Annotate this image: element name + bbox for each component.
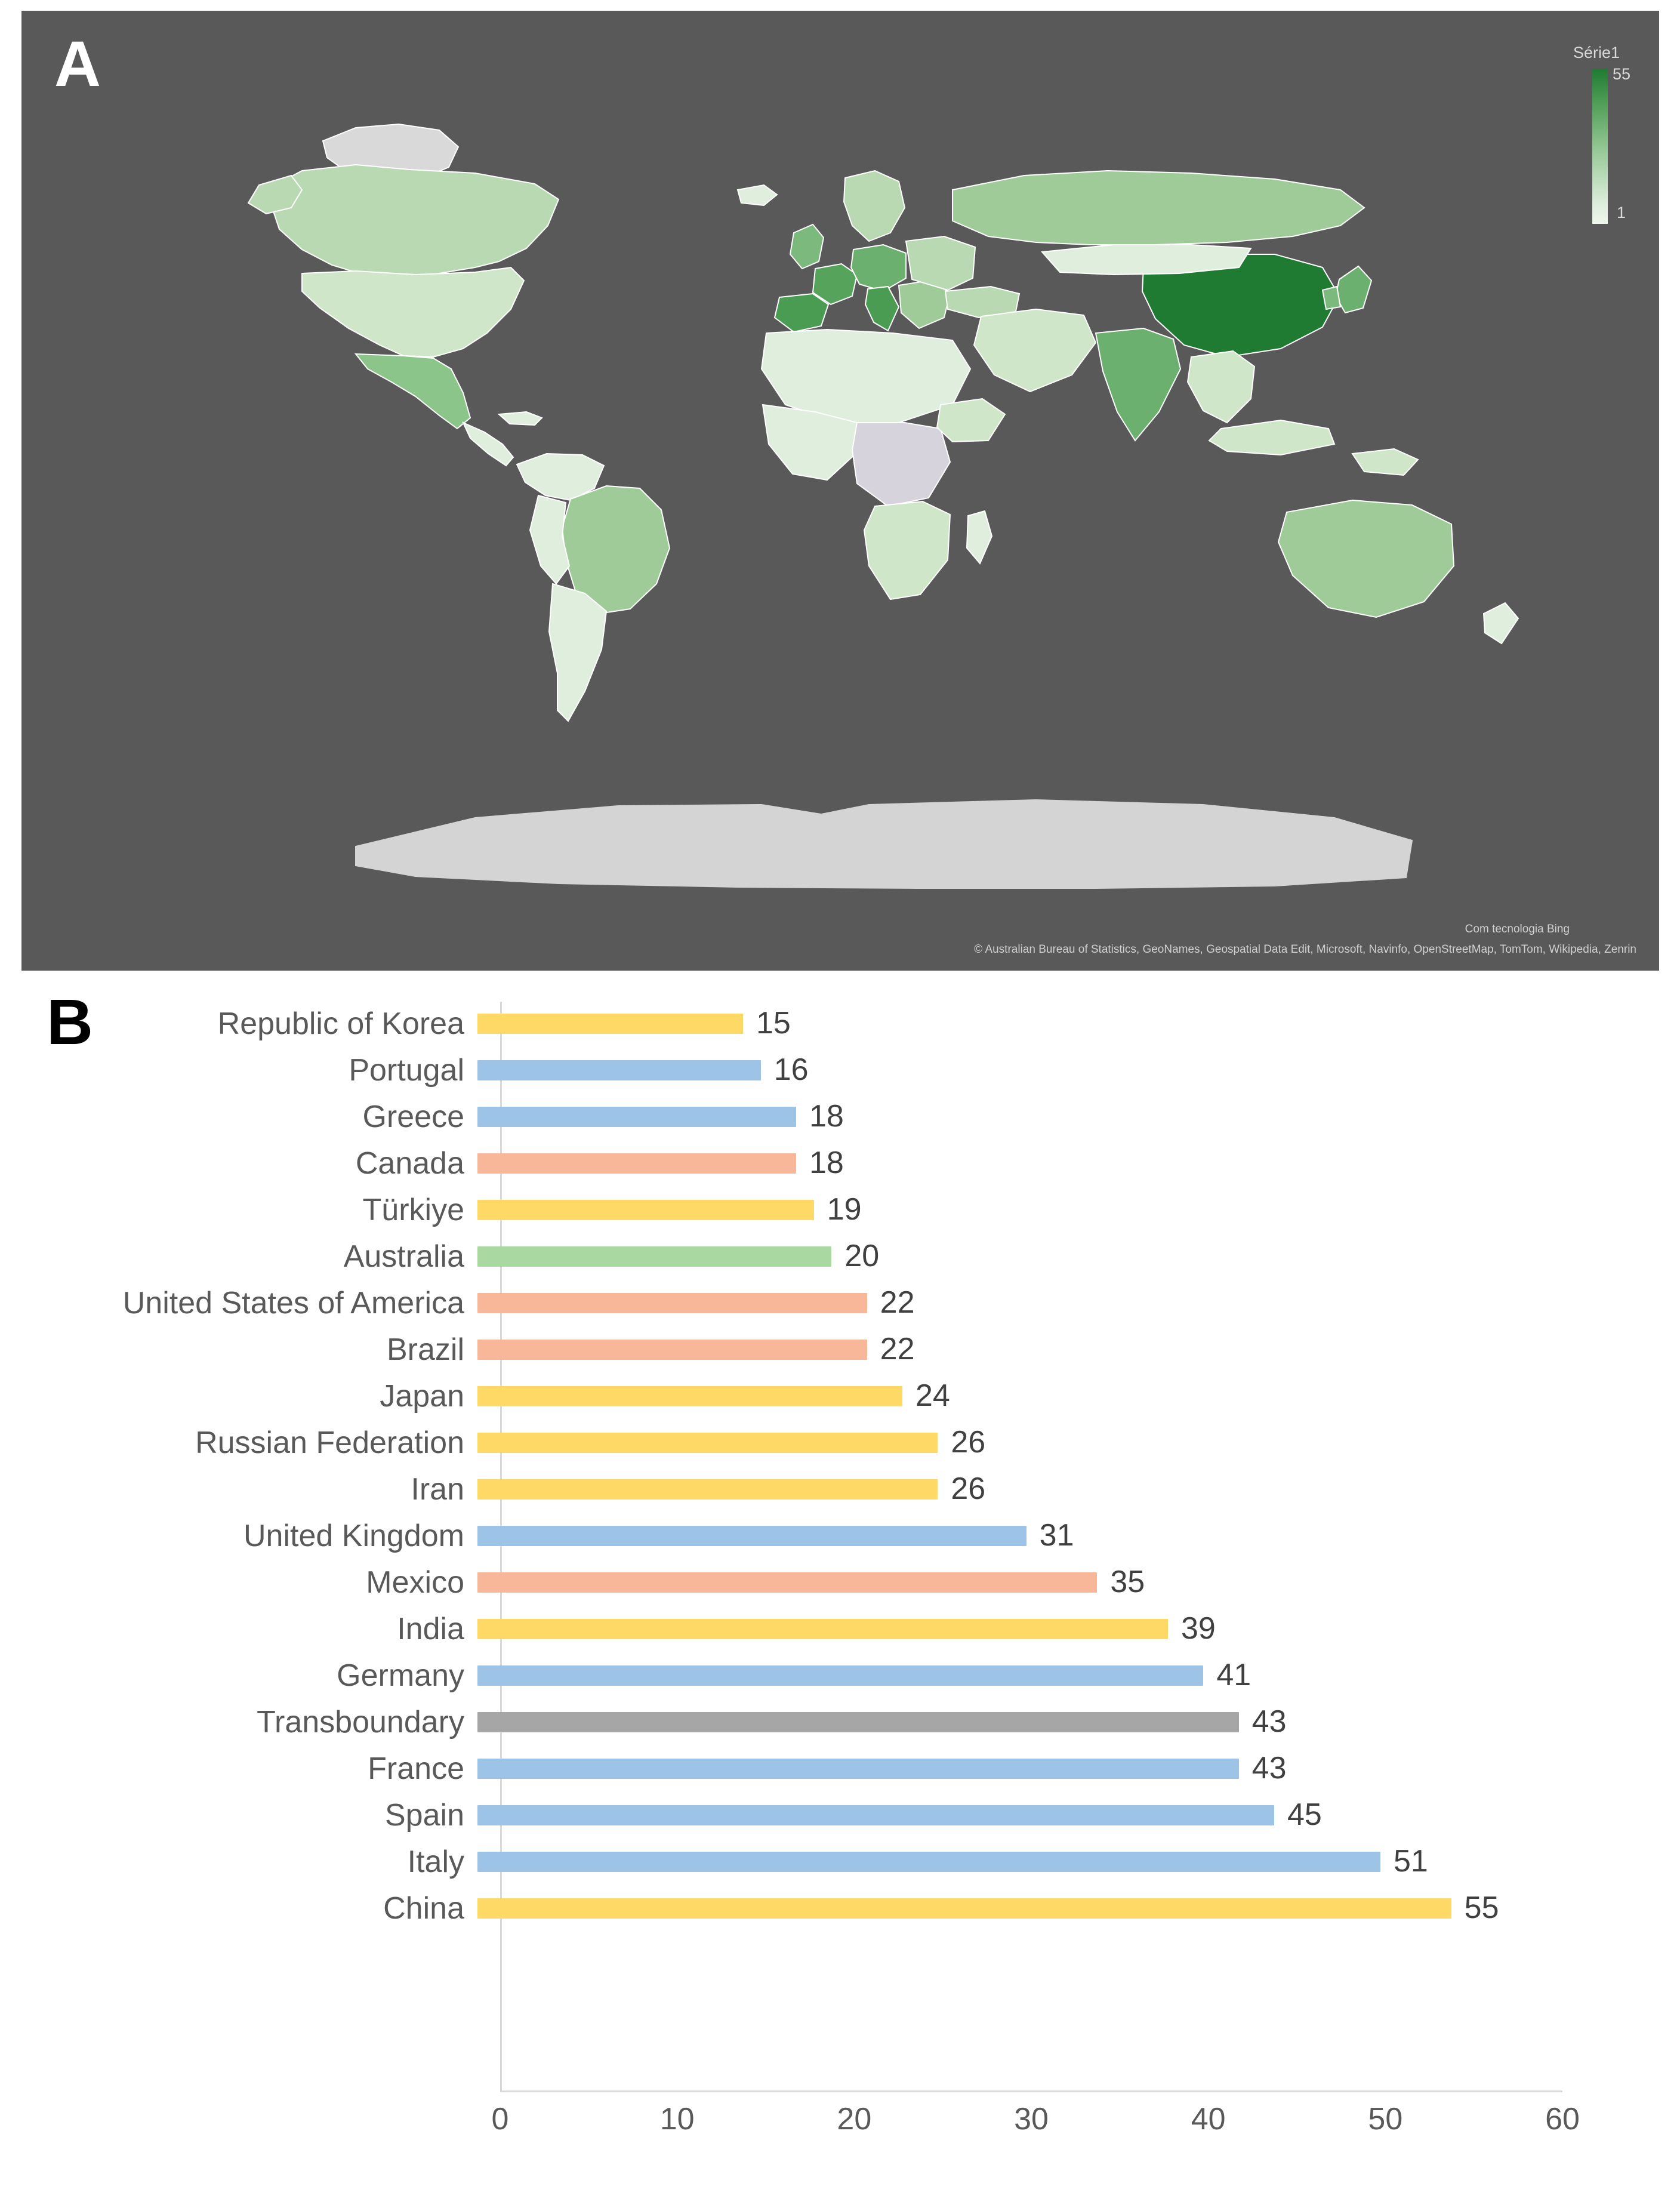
country-argentina-chile	[549, 584, 606, 721]
bar-row	[0, 1000, 1680, 1047]
country-southeast-asia	[1188, 351, 1254, 423]
bar	[477, 1293, 867, 1313]
bar-row	[0, 1140, 1680, 1187]
axis-tick-label: 50	[1368, 2102, 1403, 2136]
country-australia	[1278, 500, 1454, 617]
bar-track	[477, 1699, 1680, 1745]
bar-category-label: Türkiye	[362, 1193, 464, 1227]
bar-chart-plot-area	[0, 979, 1680, 2095]
bar	[477, 1153, 796, 1174]
bar-value-label: 43	[1251, 1704, 1287, 1739]
bar	[477, 1572, 1097, 1593]
country-uk-ireland	[790, 224, 824, 269]
bar	[477, 1014, 743, 1034]
bar-category-label: Germany	[337, 1658, 464, 1693]
bar-value-label: 16	[773, 1052, 809, 1087]
bar-track	[477, 1839, 1680, 1885]
bar-row	[0, 1559, 1680, 1606]
world-choropleth-map	[21, 11, 1659, 971]
bar-value-label: 31	[1039, 1518, 1074, 1553]
bar-track	[477, 1745, 1680, 1792]
axis-tick-label: 40	[1191, 2102, 1226, 2136]
bar	[477, 1107, 796, 1127]
bar-value-label: 19	[827, 1192, 862, 1227]
bar	[477, 1433, 938, 1453]
country-scandinavia	[844, 171, 905, 241]
bar-category-label: Mexico	[366, 1565, 464, 1600]
bar-category-label: Republic of Korea	[217, 1006, 464, 1041]
axis-tick-label: 10	[659, 2102, 695, 2136]
country-antarctica	[356, 800, 1412, 888]
country-southern-africa	[864, 501, 950, 599]
bar	[477, 1340, 867, 1360]
bar-value-label: 55	[1464, 1891, 1499, 1925]
bar-track	[477, 1466, 1680, 1513]
bar	[477, 1526, 1027, 1546]
bar-track	[477, 1280, 1680, 1326]
country-mexico	[356, 354, 470, 429]
bar	[477, 1619, 1168, 1639]
bar-row	[0, 1745, 1680, 1792]
map-legend	[1559, 44, 1636, 235]
bar-category-label: Spain	[385, 1798, 464, 1833]
bar-row	[0, 1606, 1680, 1652]
bar-track	[477, 1559, 1680, 1606]
bar-value-label: 15	[756, 1006, 791, 1040]
bar-category-label: United States of America	[122, 1286, 464, 1320]
map-attribution-sources: © Australian Bureau of Statistics, GeoNames, Geospatial Data Edit, Microsoft, Navinfo, OpenStreetMap, TomTom, Wikipedia, Zenrin	[974, 943, 1636, 956]
legend-title: Série1	[1573, 44, 1620, 61]
panel-a-label: A	[54, 27, 101, 100]
bar-row	[0, 1326, 1680, 1373]
panel-b-label: B	[47, 986, 93, 1058]
bar-row	[0, 1373, 1680, 1420]
bar-category-label: India	[397, 1612, 464, 1646]
bar-row	[0, 1094, 1680, 1140]
bar-track	[477, 1513, 1680, 1559]
bar-track	[477, 1792, 1680, 1839]
bar-track	[477, 1140, 1680, 1187]
bar-row	[0, 1280, 1680, 1326]
bar-row	[0, 1792, 1680, 1839]
bar	[477, 1479, 938, 1500]
legend-max-value: 55	[1612, 65, 1630, 83]
bar-track	[477, 1047, 1680, 1094]
country-iceland	[738, 185, 777, 205]
bar-value-label: 22	[880, 1285, 915, 1320]
bar-row	[0, 1839, 1680, 1885]
bar	[477, 1759, 1239, 1779]
bar	[477, 1852, 1380, 1872]
bar-value-label: 18	[809, 1146, 844, 1180]
country-korea	[1323, 287, 1340, 309]
country-united-states	[302, 267, 524, 357]
country-russian-federation	[952, 171, 1364, 245]
bar	[477, 1060, 761, 1080]
axis-tick-label: 0	[491, 2102, 509, 2136]
bar-value-label: 45	[1287, 1797, 1322, 1832]
bar-track	[477, 1606, 1680, 1652]
legend-color-scale	[1592, 69, 1608, 224]
bar-value-label: 18	[809, 1099, 844, 1134]
bar-row	[0, 1047, 1680, 1094]
bar-category-label: France	[368, 1751, 464, 1786]
country-central-america	[463, 423, 513, 466]
axis-tick-label: 60	[1545, 2102, 1580, 2136]
bar-chart-panel	[0, 979, 1680, 2179]
bar-track	[477, 1885, 1680, 1932]
bar-track	[477, 1233, 1680, 1280]
bar-value-label: 20	[844, 1239, 880, 1273]
bar-category-label: Russian Federation	[195, 1425, 464, 1460]
bar-track	[477, 1420, 1680, 1466]
bar-category-label: Japan	[380, 1379, 464, 1414]
bar-value-label: 35	[1110, 1565, 1145, 1599]
bar	[477, 1386, 902, 1406]
country-caribbean	[499, 412, 542, 425]
country-iran-arabia	[974, 309, 1096, 392]
axis-tick-label: 20	[837, 2102, 872, 2136]
bar-category-label: Canada	[355, 1146, 464, 1181]
bar-value-label: 26	[951, 1425, 986, 1460]
bar-row	[0, 1699, 1680, 1745]
bar-category-label: Iran	[411, 1472, 464, 1507]
country-germany-central-europe	[851, 245, 906, 291]
map-svg	[21, 11, 1659, 971]
bar-track	[477, 1000, 1680, 1047]
bar	[477, 1712, 1239, 1732]
bar	[477, 1665, 1203, 1686]
map-attribution-powered-by: Com tecnologia Bing	[1465, 923, 1570, 935]
bar-category-label: United Kingdom	[243, 1519, 464, 1553]
bar-row	[0, 1233, 1680, 1280]
bar-row	[0, 1420, 1680, 1466]
bar	[477, 1200, 814, 1220]
bar-category-label: Portugal	[349, 1053, 464, 1088]
bar-row	[0, 1652, 1680, 1699]
legend-min-value: 1	[1616, 204, 1626, 221]
bar-row	[0, 1466, 1680, 1513]
bar-value-label: 41	[1216, 1658, 1251, 1692]
country-japan	[1336, 266, 1371, 313]
bar-category-label: Greece	[362, 1100, 464, 1134]
bar-track	[477, 1652, 1680, 1699]
axis-tick-label: 30	[1014, 2102, 1049, 2136]
country-india	[1096, 328, 1180, 441]
country-peru-bolivia	[530, 495, 569, 584]
country-madagascar	[967, 511, 992, 564]
bar-track	[477, 1326, 1680, 1373]
bar-value-label: 43	[1251, 1751, 1287, 1785]
country-new-zealand	[1484, 603, 1518, 644]
chart-category-axis-line	[500, 2090, 1562, 2092]
bar-category-label: Transboundary	[257, 1705, 464, 1739]
bar	[477, 1898, 1451, 1919]
bar-track	[477, 1094, 1680, 1140]
bar-track	[477, 1187, 1680, 1233]
country-horn-of-africa	[937, 399, 1005, 442]
bar-category-label: China	[383, 1891, 464, 1926]
bar	[477, 1805, 1274, 1825]
bar-category-label: Brazil	[386, 1332, 464, 1367]
country-italy	[865, 287, 899, 331]
country-spain-portugal	[775, 294, 828, 332]
bar-row	[0, 1187, 1680, 1233]
bar-category-label: Australia	[343, 1239, 464, 1274]
bar-track	[477, 1373, 1680, 1420]
bar-value-label: 24	[915, 1378, 950, 1413]
map-panel	[21, 11, 1659, 971]
bar	[477, 1246, 831, 1267]
country-papua-new-guinea	[1352, 449, 1418, 475]
bar-value-label: 51	[1394, 1844, 1428, 1879]
country-canada	[266, 165, 559, 278]
bar-row	[0, 1885, 1680, 1932]
country-central-africa	[852, 423, 950, 506]
bar-value-label: 39	[1181, 1611, 1216, 1646]
bar-category-label: Italy	[407, 1845, 464, 1879]
bar-row	[0, 1513, 1680, 1559]
bar-value-label: 26	[951, 1471, 986, 1506]
country-indonesia-philippines	[1209, 420, 1334, 455]
bar-value-label: 22	[880, 1332, 915, 1366]
